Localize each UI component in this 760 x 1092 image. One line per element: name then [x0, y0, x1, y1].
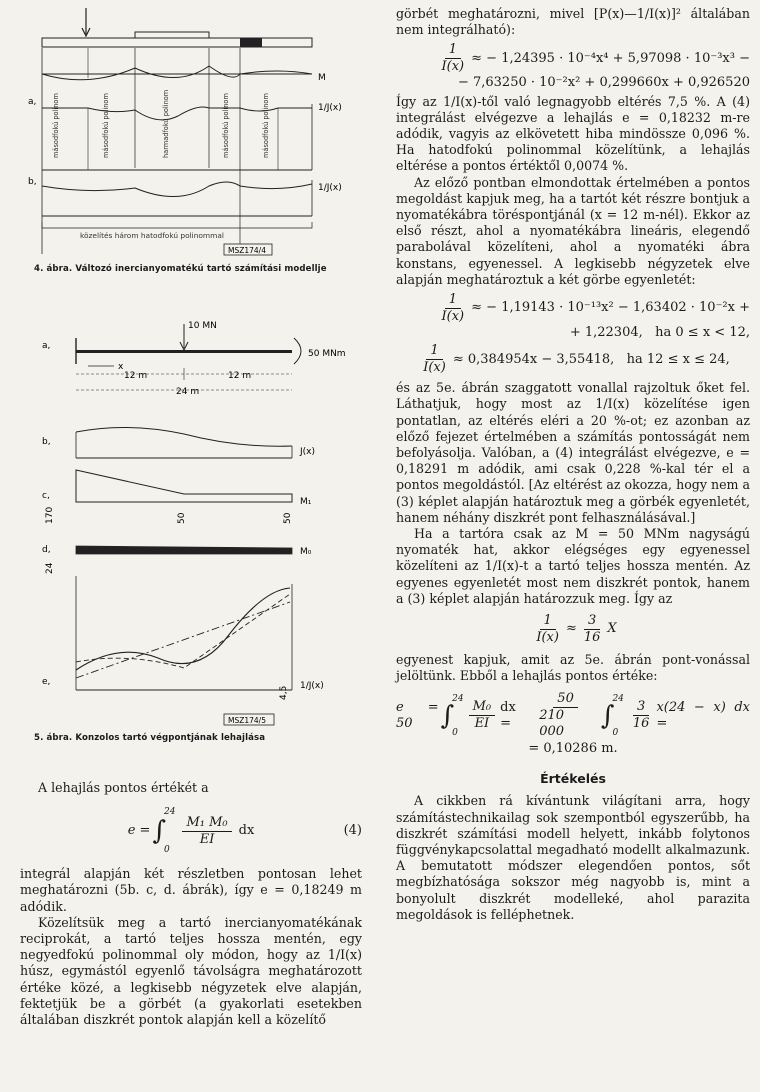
- equation-6-result: [396, 741, 750, 757]
- eq6-num1: M₀: [469, 699, 496, 716]
- fig4-label-a: a,: [28, 97, 37, 107]
- section-heading: Értékelés: [540, 771, 606, 787]
- fig5-b-curve: [76, 427, 292, 446]
- eq5-den2: 16: [583, 630, 601, 646]
- eq5-den1: I(x): [536, 630, 559, 646]
- fig4-caption: 4. ábra. Változó inercianyomatékú tartó számítási modellje: [34, 264, 327, 274]
- fig5-label-b: b,: [42, 437, 51, 447]
- equation-5: [396, 613, 750, 646]
- fig4-poly-label-1: másodfokú polinom: [52, 93, 60, 158]
- right-paragraph-4: és az 5e. ábrán szaggatott vonallal rajzoltuk őket fel. Láthatjuk, hogy most az 1/I(x) közelítése igen pontatlan, az eltérés eléri a 20 %-ot; ez azonban az előző fejezet értelmében a számítás pontosságát nem befolyásolja. Valóban, a (4) integrálást elvégezve, e = 0,18291 m adódik, ami csak 0,228 %-kal tér el a pontos megoldástól. [Az eltérést az okozza, hogy nem a (3) képlet alapján határoztuk meg a görbék egyenletét, hanem néhány diszkrét pont felhasználásával.]: [396, 380, 750, 525]
- fig5-label-Mo: M₀: [300, 547, 312, 557]
- fig5-moment-arrow: [294, 338, 301, 364]
- equation-2: [396, 292, 750, 341]
- eq6-num2: 50: [553, 691, 578, 708]
- eq5-num1: 1: [540, 613, 556, 630]
- eq6-lower2: 0: [612, 727, 619, 738]
- right-paragraph-6: egyenest kapjuk, amit az 5e. ábrán pont-vonással jelöltünk. Ebből a lehajlás pontos értéke:: [396, 652, 750, 684]
- fig5-val-50a: 50: [177, 512, 187, 524]
- eq1-den: I(x): [441, 59, 465, 75]
- left-column: [20, 780, 362, 1028]
- eq6-den3: 16: [632, 716, 650, 732]
- left-paragraph-3: Közelítsük meg a tartó inercianyomatékának reciprokát, a tartó teljes hossza mentén, egy negyedfokú polinommal oly módon, hogy az 1/I(x) húsz, egymástól egyenlő távolságra meghatározott értéke közé, a legkisebb négyzetek elve alapján, fektetjük be a görbét (a gyakorlati esetekben általában diszkrét pontok alapján kell a közelítő: [20, 914, 362, 1028]
- equation-number-4: (4): [343, 823, 362, 839]
- fig5-val-24: 24: [45, 562, 55, 574]
- right-column: [396, 6, 750, 923]
- fig5-label-M1: M₁: [300, 497, 312, 507]
- fig5-beam: [76, 350, 292, 353]
- integral-sign: ∫: [152, 816, 166, 847]
- fig5-label-e: e,: [42, 677, 51, 687]
- eq2-den: I(x): [441, 309, 465, 325]
- integral-sign: ∫: [440, 700, 455, 731]
- eq4-upper: 24: [163, 807, 176, 817]
- eq6-lower: 0: [452, 727, 458, 738]
- right-paragraph-3: Az előző pontban elmondottak értelmében a pontos megoldást kapjuk meg, ha a tartót két részre bontjuk a nyomatékábra töréspontjánál (x = 12 m-nél). Ekkor az első részt, ahol a nyomatékábra lineáris, elegendő parabolával közelíteni, ahol a nyomatéki ábra konstans, egyenessel. A legkisebb négyzetek elve alapján meghatároztuk a két görbe egyenletét:: [396, 174, 750, 287]
- eq2-line-2: + 1,22304, ha 0 ≤ x < 12,: [569, 325, 750, 341]
- fig5-val-45: 4,5: [279, 685, 289, 700]
- eq5-approx: ≈: [565, 621, 577, 637]
- fig4-poly-label-2: másodfokú polinom: [102, 93, 110, 158]
- eq3-line: ≈ 0,384954x − 3,55418, ha 12 ≤ x ≤ 24,: [452, 351, 730, 367]
- fig5-dim2: 12 m: [228, 371, 252, 381]
- right-paragraph-7: A cikkben rá kívántunk világítani arra, hogy számítástechnikailag sok szempontból egyszerűbb, ha diszkrét számítási modell helyett, inkább folytonos függvénykapcsolattal megadható modellt alkalmazunk. A bemutatott módszer elegendően pontos, sőt megbízhatósága sokszor még nagyobb is, mint a bonyolult diszkrét modelleké, ahol parazita megoldások is felléphetnek.: [396, 793, 750, 922]
- integral-sign: ∫: [600, 700, 615, 731]
- fig5-moment: 50 MNm: [308, 349, 346, 359]
- fig4-beam: [42, 38, 312, 47]
- fig5-val-170: 170: [45, 506, 55, 524]
- eq6-lhs: e = 50: [396, 699, 439, 731]
- right-paragraph-2: Így az 1/I(x)-től való legnagyobb eltérés 7,5 %. A (4) integrálást elvégezve a lehajlás e = 0,18232 m-re adódik, vagyis az elkövetett hiba mindössze 0,096 %. Ha hatodfokú polinommal közelítünk, a lehajlás eltérése a pontos értéktől 0,0074 %.: [396, 93, 750, 174]
- eq4-lower: 0: [163, 845, 170, 856]
- eq1-line-1: ≈ − 1,24395 · 10⁻⁴x⁴ + 5,97098 · 10⁻³x³ −: [471, 50, 750, 66]
- fig5-dim-total: 24 m: [176, 387, 200, 397]
- fig4-b-curve: [42, 182, 312, 197]
- fig4-poly-label-4: másodfokú polinom: [222, 93, 230, 158]
- fig4-label-inv-a: 1/J(x): [318, 103, 342, 113]
- eq2-num: 1: [445, 292, 461, 309]
- eq4-num: M₁ M₀: [182, 815, 231, 832]
- fig5-label-c: c,: [42, 491, 50, 501]
- fig4-moment-curve: [42, 66, 312, 80]
- eq4-den: EI: [199, 831, 215, 847]
- fig5-caption: 5. ábra. Konzolos tartó végpontjának lehajlása: [34, 733, 266, 743]
- fig4-poly-label-5: másodfokú polinom: [262, 93, 270, 158]
- eq6-upper2: 24: [612, 693, 624, 704]
- left-paragraph-1: A lehajlás pontos értékét a: [38, 780, 209, 795]
- fig5-val-50b: 50: [283, 512, 293, 524]
- eq1-line-2: − 7,63250 · 10⁻²x² + 0,299660x + 0,926520: [457, 75, 750, 91]
- fig4-bottom-note: közelítés három hatodfokú polinommal: [80, 231, 224, 240]
- fig5-label-d: d,: [42, 545, 51, 555]
- eq5-num2: 3: [584, 613, 600, 630]
- fig5-x-label: x: [118, 362, 124, 372]
- fig5-e-line-dashdot: [76, 602, 290, 678]
- eq6-den2: 210 000: [539, 708, 565, 740]
- fig5-c-diagram: [76, 470, 292, 502]
- fig5-e-curve-dashed: [76, 594, 290, 668]
- fig5-d-diagram: [76, 546, 292, 554]
- fig5-e-curve-exact: [76, 588, 290, 670]
- eq6-upper: 24: [452, 693, 464, 704]
- eq6-num3: 3: [633, 699, 649, 716]
- eq1-num: 1: [445, 42, 461, 59]
- fig5-label-Jx: J(x): [300, 447, 316, 457]
- eq5-X: X: [607, 621, 617, 637]
- left-paragraph-2: integrál alapján két részletben pontosan lehet meghatározni (5b. c, d. ábrák), így e = 0,18249 m adódik.: [20, 866, 362, 914]
- fig5-stamp: MSZ174/5: [228, 716, 266, 725]
- eq6-mid: dx =: [500, 699, 516, 731]
- fig5-inv-label: 1/J(x): [300, 681, 324, 691]
- figure-4: [28, 8, 348, 270]
- equation-3: [396, 343, 750, 376]
- equation-1: [396, 42, 750, 91]
- eq6-result: = 0,10286 m.: [528, 740, 618, 756]
- fig4-stamp: MSZ174/4: [228, 246, 266, 255]
- eq2-line-1: ≈ − 1,19143 · 10⁻¹³x² − 1,63402 · 10⁻²x +: [471, 300, 750, 316]
- fig4-a-curve: [42, 107, 312, 120]
- right-paragraph-5: Ha a tartóra csak az M = 50 MNm nagyságú nyomaték hat, akkor elégséges egy egyenessel közelíteni az 1/I(x)-t a tartó teljes hossza mentén. Az egyenes egyenletét most nem diszkrét pontok, hanem a (3) képlet alapján határozzuk meg. Így az: [396, 526, 750, 606]
- eq6-tail: x(24 − x) dx =: [656, 699, 750, 731]
- eq4-lhs: e =: [127, 823, 151, 839]
- eq3-num: 1: [426, 343, 442, 360]
- fig5-label-a: a,: [42, 341, 51, 351]
- fig4-label-M: M: [318, 73, 326, 83]
- eq4-dx: dx: [238, 823, 255, 839]
- fig5-load: 10 MN: [188, 321, 217, 331]
- equation-6: [396, 691, 750, 741]
- fig4-poly-label-3: harmadfokú polinom: [162, 89, 170, 158]
- fig4-label-b: b,: [28, 177, 37, 187]
- eq3-den: I(x): [423, 360, 446, 376]
- right-paragraph-1: görbét meghatározni, mivel [P(x)—1/I(x)]² általában nem integrálható):: [396, 6, 750, 38]
- equation-4: [20, 806, 362, 856]
- figure-5: [28, 318, 358, 738]
- fig5-dim1: 12 m: [124, 371, 148, 381]
- eq6-den1: EI: [474, 716, 490, 732]
- fig4-label-inv-b: 1/J(x): [318, 183, 342, 193]
